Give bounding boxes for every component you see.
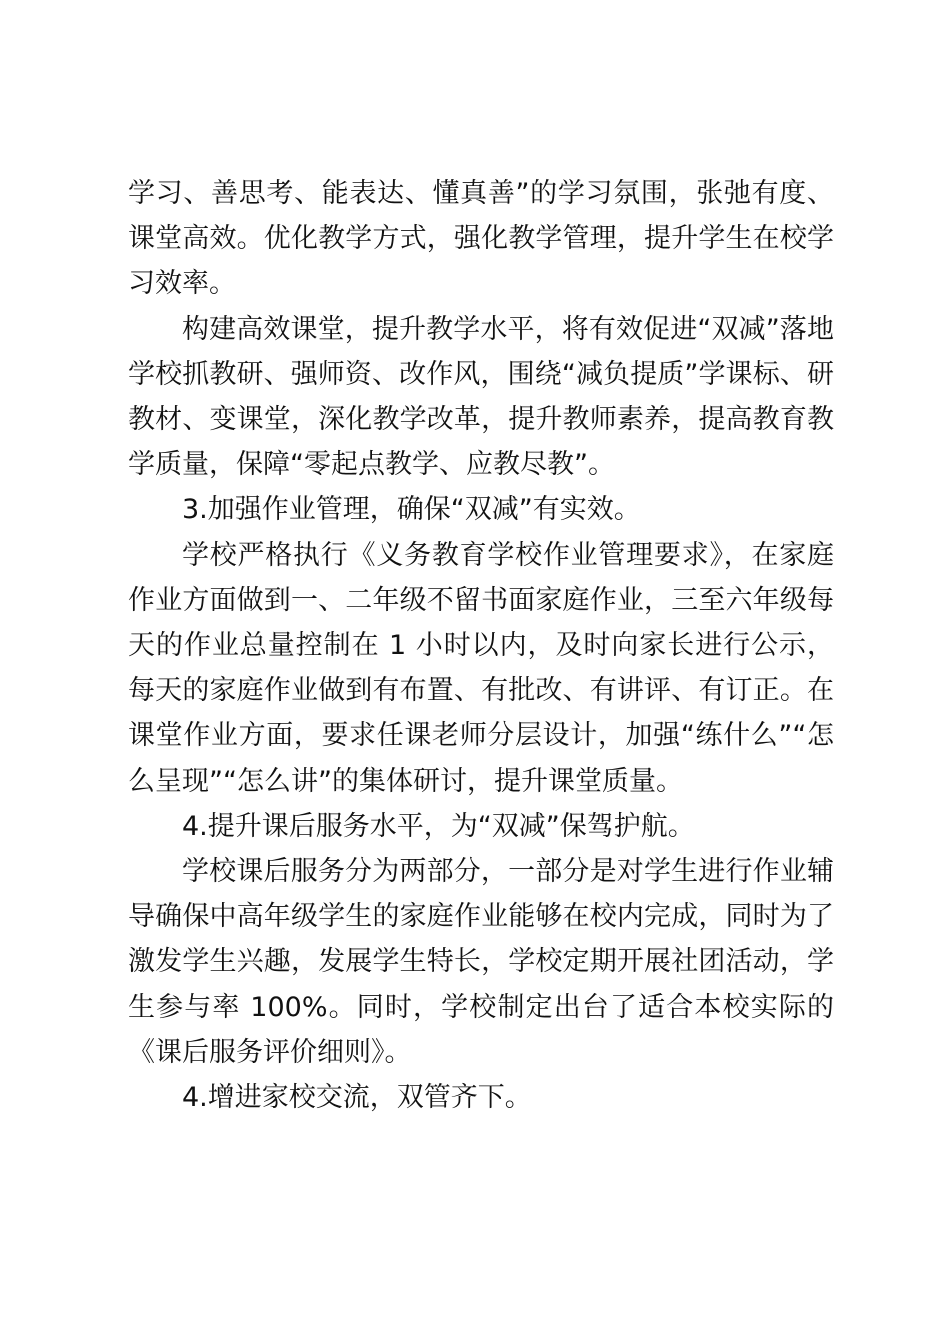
heading-after-school-service: 4.提升课后服务水平，为“双减”保驾护航。 [182, 810, 695, 842]
paragraph-efficient-classroom: 构建高效课堂，提升教学水平，将有效促进“双减”落地学校抓教研、强师资、改作风，围绕“减负提质”学课标、研教材、变课堂，深化教学改革，提升教师素养，提高教育教学质量，保障“零起点教学、应教尽教”。 [128, 313, 834, 481]
document-body [128, 171, 834, 1120]
paragraph-homework-management: 学校严格执行《义务教育学校作业管理要求》，在家庭作业方面做到一、二年级不留书面家庭作业，三至六年级每天的作业总量控制在 1 小时以内，及时向家长进行公示，每天的家庭作业做到有布置、有批改、有讲评、有订正。在课堂作业方面，要求任课老师分层设计，加强“练什么”“怎么呈现”“怎么讲”的集体研讨，提升课堂质量。 [128, 539, 834, 797]
paragraph-continuation: 学习、善思考、能表达、懂真善”的学习氛围，张弛有度、课堂高效。优化教学方式，强化教学管理，提升学生在校学习效率。 [128, 178, 834, 300]
paragraph-after-school-service: 学校课后服务分为两部分，一部分是对学生进行作业辅导确保中高年级学生的家庭作业能够在校内完成，同时为了激发学生兴趣，发展学生特长，学校定期开展社团活动，学生参与率 100%。同时，学校制定出台了适合本校实际的《课后服务评价细则》。 [128, 856, 834, 1068]
heading-home-school-communication: 4.增进家校交流，双管齐下。 [182, 1082, 532, 1114]
heading-homework-management: 3.加强作业管理，确保“双减”有实效。 [182, 494, 641, 526]
